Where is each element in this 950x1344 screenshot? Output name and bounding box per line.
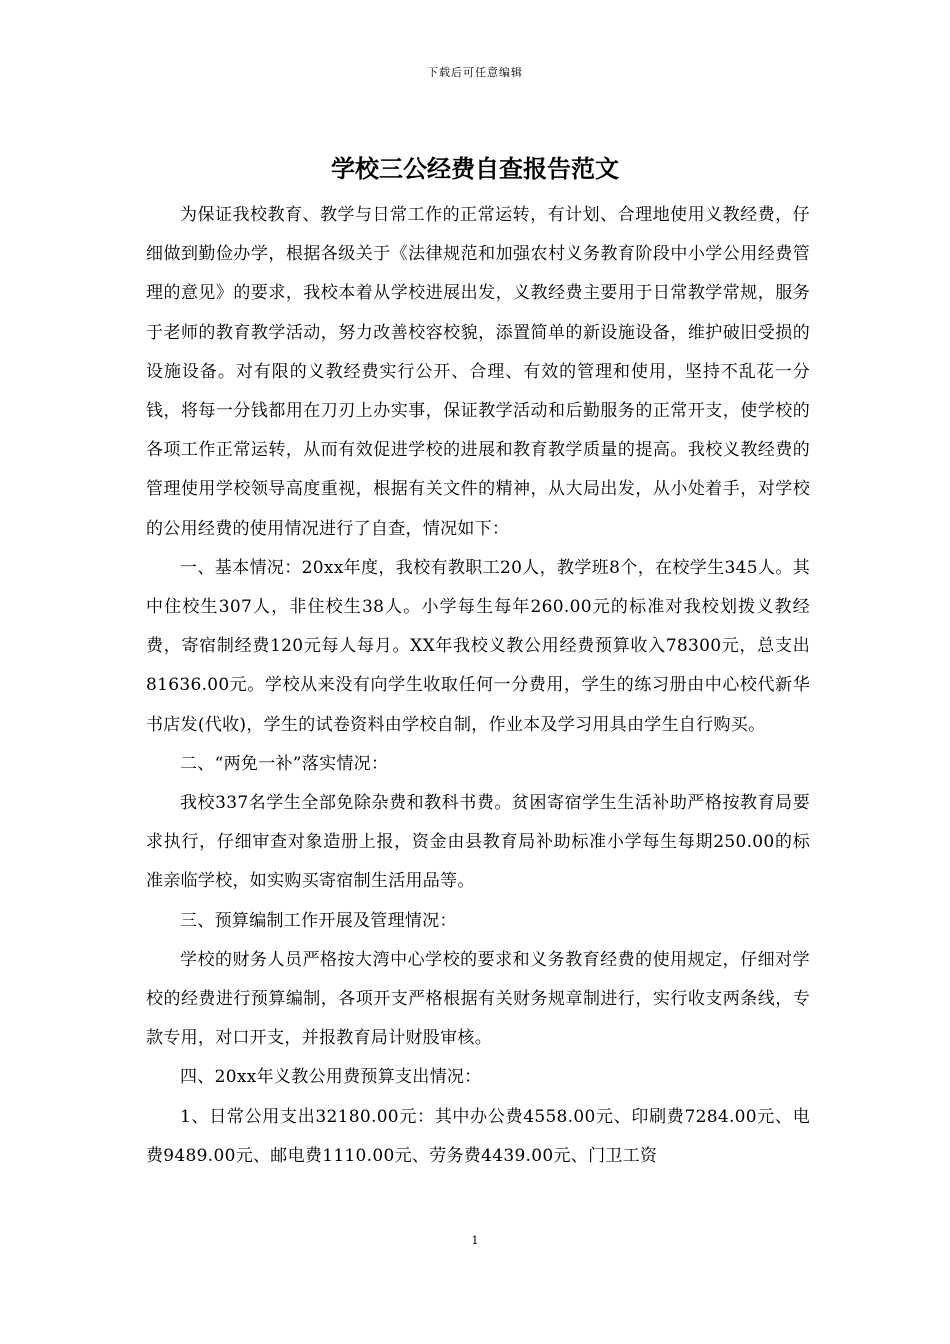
paragraph-expenditure: 1、日常公用支出32180.00元：其中办公费4558.00元、印刷费7284.00元、电费9489.00元、邮电费1110.00元、劳务费4439.00元、门卫工资 bbox=[146, 1106, 810, 1166]
paragraph-basic-situation: 一、基本情况：20xx年度，我校有教职工20人，教学班8个，在校学生345人。其中住校生307人，非住校生38人。小学每生每年260.00元的标准对我校划拨义教经费，寄宿制经费120元每人每月。XX年我校义教公用经费预算收入78300元，总支出81636.00元。学校从来没有向学生收取任何一分费用，学生的练习册由中心校代新华书店发(代收)，学生的试卷资料由学校自制，作业本及学习用具由学生自行购买。 bbox=[146, 557, 810, 735]
section-heading-two-exemptions: 二、“两免一补”落实情况： bbox=[180, 753, 389, 774]
paragraph-two-exemptions: 我校337名学生全部免除杂费和教科书费。贫困寄宿学生生活补助严格按教育局要求执行，仔细审查对象造册上报，资金由县教育局补助标准小学每生每期250.00的标准亲临学校，如实购买寄宿制生活用品等。 bbox=[146, 793, 810, 892]
section-heading-budget: 三、预算编制工作开展及管理情况： bbox=[180, 910, 457, 931]
section-heading-expenditure: 四、20xx年义教公用费预算支出情况： bbox=[180, 1067, 482, 1088]
header-note: 下载后可任意编辑 bbox=[427, 66, 523, 79]
page-number: 1 bbox=[471, 1234, 479, 1247]
document-title: 学校三公经费自查报告范文 bbox=[331, 154, 619, 183]
paragraph-intro: 为保证我校教育、教学与日常工作的正常运转，有计划、合理地使用义教经费，仔细做到勤俭办学，根据各级关于《法律规范和加强农村义务教育阶段中小学公用经费管理的意见》的要求，我校本着从学校进展出发，义教经费主要用于日常教学常规，服务于老师的教育教学活动，努力改善校容校貌，添置简单的新设施设备，维护破旧受损的设施设备。对有限的义教经费实行公开、合理、有效的管理和使用，坚持不乱花一分钱，将每一分钱都用在刀刃上办实事，保证教学活动和后勤服务的正常开支，使学校的各项工作正常运转，从而有效促进学校的进展和教育教学质量的提高。我校义教经费的管理使用学校领导高度重视，根据有关文件的精神，从大局出发，从小处着手，对学校的公用经费的使用情况进行了自查，情况如下： bbox=[146, 205, 810, 539]
paragraph-budget: 学校的财务人员严格按大湾中心学校的要求和义务教育经费的使用规定，仔细对学校的经费进行预算编制，各项开支严格根据有关财务规章制进行，实行收支两条线，专款专用，对口开支，并报教育局计财股审核。 bbox=[146, 949, 810, 1049]
document-body bbox=[146, 196, 810, 1176]
